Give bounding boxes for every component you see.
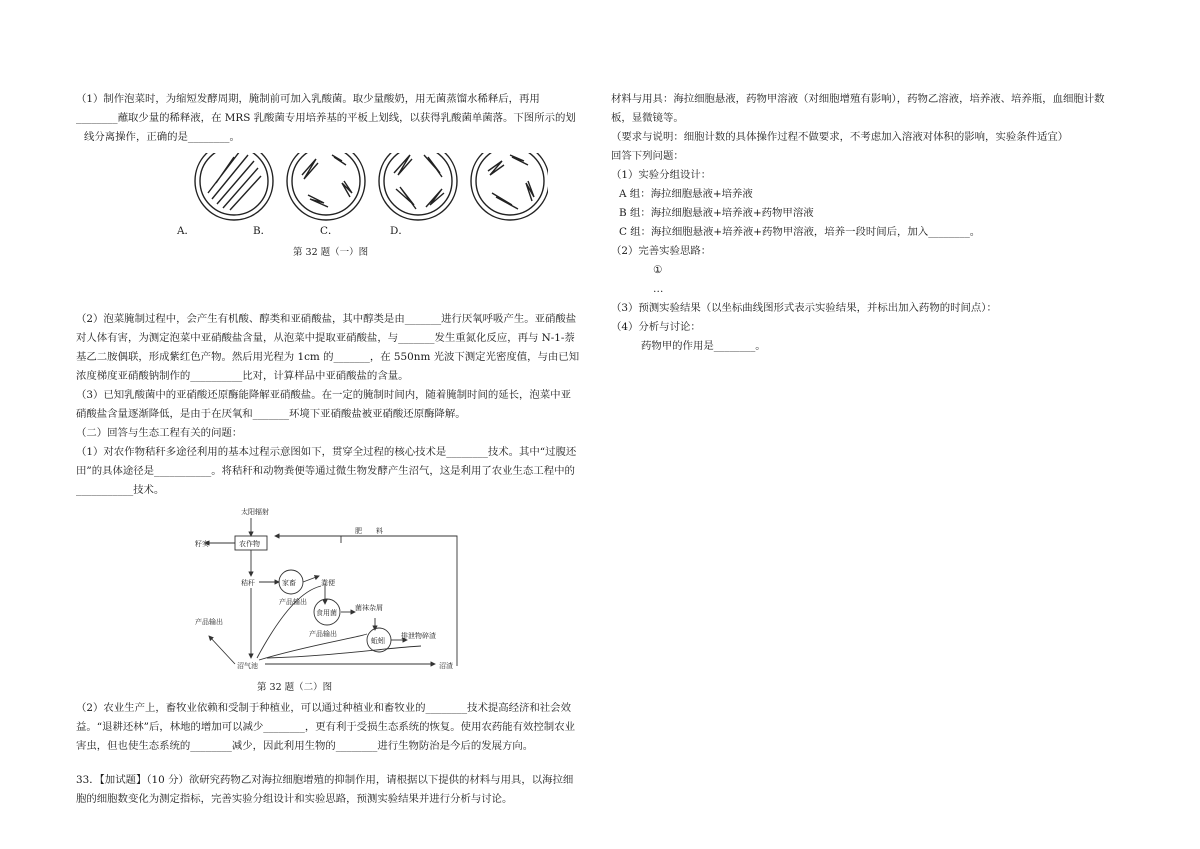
node-residue: 菌袜杂屑	[355, 604, 383, 612]
p2q2-line-3: 害虫，但也使生态系统的________减少，因此利用生物的________进行生物防治是今后的发展方向。	[76, 740, 534, 752]
q3-line-2: 硝酸盐含量逐渐降低，是由于在厌氧和_______环境下亚硝酸盐被亚硝酸还原酶降解。	[76, 408, 466, 420]
p2q1-line-3: ___________技术。	[76, 484, 165, 496]
q33-line-2: 胞的细胞数变化为测定指标，完善实验分组设计和实验思路，预测实验结果并进行分析与讨论。	[76, 793, 513, 805]
node-livestock: 家畜	[282, 579, 296, 587]
step-1-marker: ①	[653, 264, 663, 276]
petri-dish-d	[471, 153, 548, 220]
q33-line-1: 33．【加试题】（10 分）欲研究药物乙对海拉细胞增殖的抑制作用，请根据以下提供的材料与用具，以海拉细	[76, 774, 574, 786]
q2-line-4: 浓度梯度亚硝酸钠制作的__________比对，计算样品中亚硝酸盐的含量。	[76, 370, 409, 382]
figure-label-a: A．	[177, 225, 195, 237]
group-c: C 组：海拉细胞悬液+培养液+药物甲溶液，培养一段时间后，加入________。	[619, 226, 981, 238]
materials-line-1: 材料与用具：海拉细胞悬液，药物甲溶液（对细胞增殖有影响），药物乙溶液，培养液、培养瓶，血细胞计数	[611, 93, 1105, 105]
answer-intro: 回答下列问题：	[611, 150, 684, 162]
figure-label-c: C．	[320, 225, 339, 237]
section-3-title: （3）预测实验结果（以坐标曲线图形式表示实验结果，并标出加入药物的时间点）：	[611, 302, 997, 314]
q1-line-3: 线分离操作，正确的是________。	[84, 131, 240, 143]
figure-caption-2: 第 32 题（二）图	[257, 682, 333, 693]
petri-dish-b	[287, 153, 365, 220]
q3-line-1: （3）已知乳酸菌中的亚硝酸还原酶能降解亚硝酸盐。在一定的腌制时间内，随着腌制时间的延长，泡菜中亚	[76, 389, 571, 401]
node-earthworm: 蚯蚓	[371, 637, 385, 645]
q2-line-2: 对人体有害，为测定泡菜中亚硝酸盐含量，从泡菜中提取亚硝酸盐，与_______发生重氮化反应，再与 N-1-萘	[76, 332, 575, 344]
node-fungi: 食用菌	[316, 609, 337, 617]
node-manure: 粪便	[321, 579, 335, 587]
section-2-title: （2）完善实验思路：	[611, 245, 712, 257]
section-1-title: （1）实验分组设计：	[611, 169, 712, 181]
node-sun: 太阳辐射	[241, 508, 269, 516]
node-product-out-1: 产品输出	[279, 598, 307, 606]
q2-line-3: 基乙二胺偶联，形成紫红色产物。然后用光程为 1cm 的_______，在 550nm 光波下测定光密度值，与由已知	[76, 351, 580, 363]
right-column	[611, 90, 1171, 356]
group-a: A 组：海拉细胞悬液+培养液	[619, 188, 753, 200]
node-product-out-2: 产品输出	[309, 630, 337, 638]
group-b: B 组：海拉细胞悬液+培养液+药物甲溶液	[619, 207, 814, 219]
ellipsis: …	[653, 283, 664, 295]
part2-title: （二）回答与生态工程有关的问题：	[76, 427, 243, 439]
q1-line-1: （1）制作泡菜时，为缩短发酵周期，腌制前可加入乳酸菌。取少量酸奶，用无菌蒸馏水稀释后，再用	[76, 93, 540, 105]
drug-a-role: 药物甲的作用是________。	[641, 340, 766, 352]
node-fertilizer: 肥 料	[355, 527, 383, 535]
node-crop: 农作物	[239, 540, 260, 548]
section-4-title: （4）分析与讨论：	[611, 321, 701, 333]
left-column	[76, 90, 598, 809]
figure-label-d: D．	[390, 225, 409, 237]
materials-line-2: 板，显微镜等。	[611, 112, 684, 124]
petri-dish-c	[379, 153, 457, 220]
figure-caption-1: 第 32 题（一）图	[293, 247, 369, 258]
flow-diagram-svg	[195, 506, 467, 676]
p2q1-line-2: 田”的具体途径是___________。将秸秆和动物粪便等通过微生物发酵产生沼气，这是利用了农业生态工程中的	[76, 465, 575, 477]
node-excrement: 排泄物碎渣	[401, 632, 436, 640]
figure-label-b: B．	[253, 225, 272, 237]
petri-dish-images	[192, 153, 548, 265]
node-grain: 籽实	[195, 540, 209, 548]
node-straw: 秸秆	[241, 579, 255, 587]
petri-dish-a	[195, 153, 273, 220]
p2q1-line-1: （1）对农作物秸秆多途径利用的基本过程示意图如下，贯穿全过程的核心技术是________技术。其中“过腹还	[76, 446, 577, 458]
node-product-out-3: 产品输出	[195, 618, 223, 626]
p2q2-line-1: （2）农业生产上，畜牧业依赖和受制于种植业，可以通过种植业和畜牧业的________技术提高经济和社会效	[76, 702, 571, 714]
node-biogas-pit: 沼气池	[237, 662, 258, 670]
p2q2-line-2: 益。“退耕还林”后，林地的增加可以减少________，更有利于受损生态系统的恢复。使用农药能有效控制农业	[76, 721, 575, 733]
q2-line-1: （2）泡菜腌制过程中，会产生有机酸、醇类和亚硝酸盐，其中醇类是由_______进行厌氧呼吸产生。亚硝酸盐	[76, 313, 577, 325]
q1-line-2: ________蘸取少量的稀释液，在 MRS 乳酸菌专用培养基的平板上划线，以获得乳酸菌单菌落。下图所示的划	[76, 112, 576, 124]
ecology-flow-diagram	[76, 506, 598, 678]
node-biogas: 沼渣	[439, 662, 453, 670]
requirements-line: （要求与说明：细胞计数的具体操作过程不做要求，不考虑加入溶液对体积的影响，实验条件适宜）	[611, 131, 1069, 143]
